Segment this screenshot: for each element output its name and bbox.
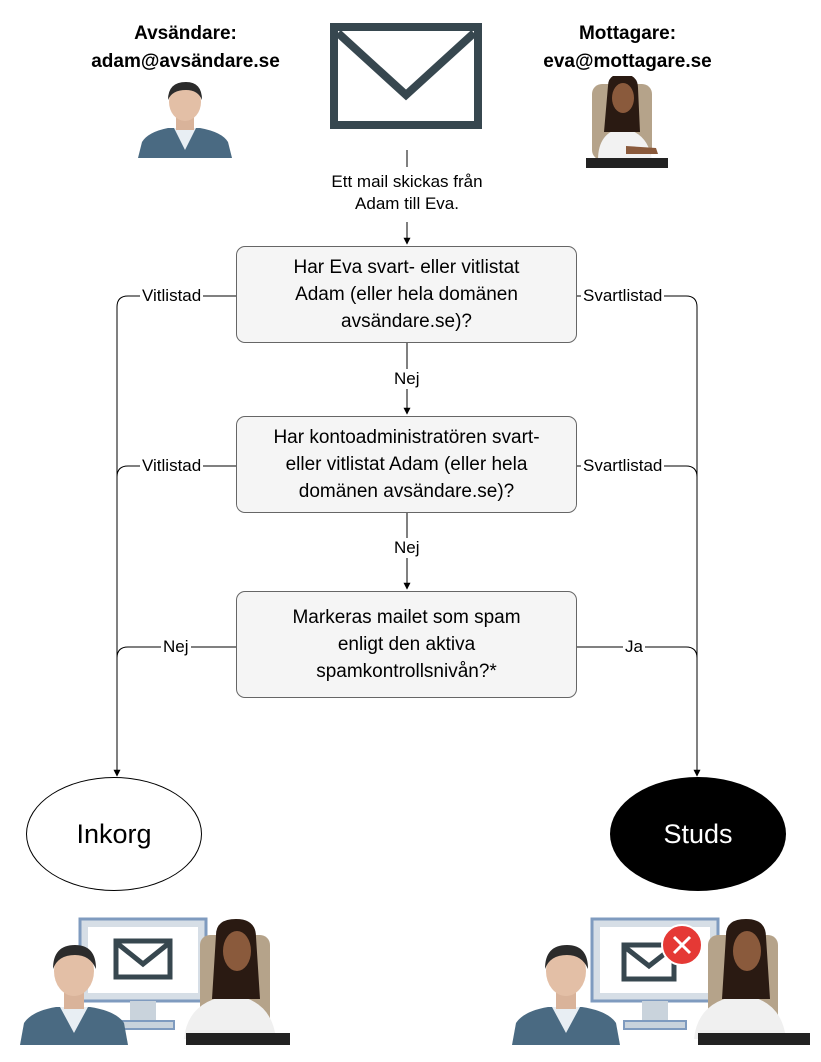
send-caption-line2: Adam till Eva.: [355, 194, 459, 213]
decision1-line: Har Eva svart- eller vitlistat: [293, 257, 520, 278]
outcome-bounce: [610, 777, 786, 891]
sender-address: adam@avsändare.se: [91, 51, 280, 72]
decision-box-admin-list: [236, 416, 577, 513]
decision1-line: avsändare.se)?: [341, 311, 472, 332]
decision3-line: spamkontrollsnivån?*: [316, 661, 497, 682]
decision3-line: enligt den aktiva: [337, 634, 476, 655]
recipient-header: [500, 20, 755, 76]
recipient-address: eva@mottagare.se: [543, 51, 712, 72]
decision2-line: Har kontoadministratören svart-: [273, 427, 540, 448]
edge-label-blacklisted: Svartlistad: [583, 286, 663, 305]
outcome-inbox-label: Inkorg: [76, 818, 152, 849]
edge-label-whitelisted: Vitlistad: [142, 456, 202, 475]
sender-header: [48, 20, 323, 76]
edge-label-no: Nej: [163, 637, 189, 656]
outcome-inbox: [26, 777, 202, 891]
recipient-title: Mottagare:: [578, 23, 677, 44]
edge-label-no: Nej: [394, 369, 420, 388]
monitor-envelope-icon: [20, 915, 290, 1045]
decision-box-spam-check: [236, 591, 577, 698]
send-caption: [262, 171, 552, 215]
man-avatar-icon: [138, 80, 232, 158]
decision-box-personal-list: [236, 246, 577, 343]
decision2-line: eller vitlistat Adam (eller hela: [285, 454, 528, 475]
outcome-bounce-label: Studs: [663, 818, 733, 849]
decision2-line: domänen avsändare.se)?: [298, 481, 515, 502]
decision3-line: Markeras mailet som spam: [292, 607, 521, 628]
envelope-icon: [330, 23, 482, 129]
decision1-line: Adam (eller hela domänen: [295, 284, 518, 305]
edge-label-whitelisted: Vitlistad: [142, 286, 202, 305]
edge-label-blacklisted: Svartlistad: [583, 456, 663, 475]
monitor-envelope-rejected-icon: [512, 915, 812, 1045]
woman-avatar-icon: [586, 76, 668, 168]
edge-label-yes: Ja: [625, 637, 643, 656]
edge-label-no: Nej: [394, 538, 420, 557]
send-caption-line1: Ett mail skickas från: [331, 172, 483, 191]
sender-title: Avsändare:: [134, 23, 237, 44]
